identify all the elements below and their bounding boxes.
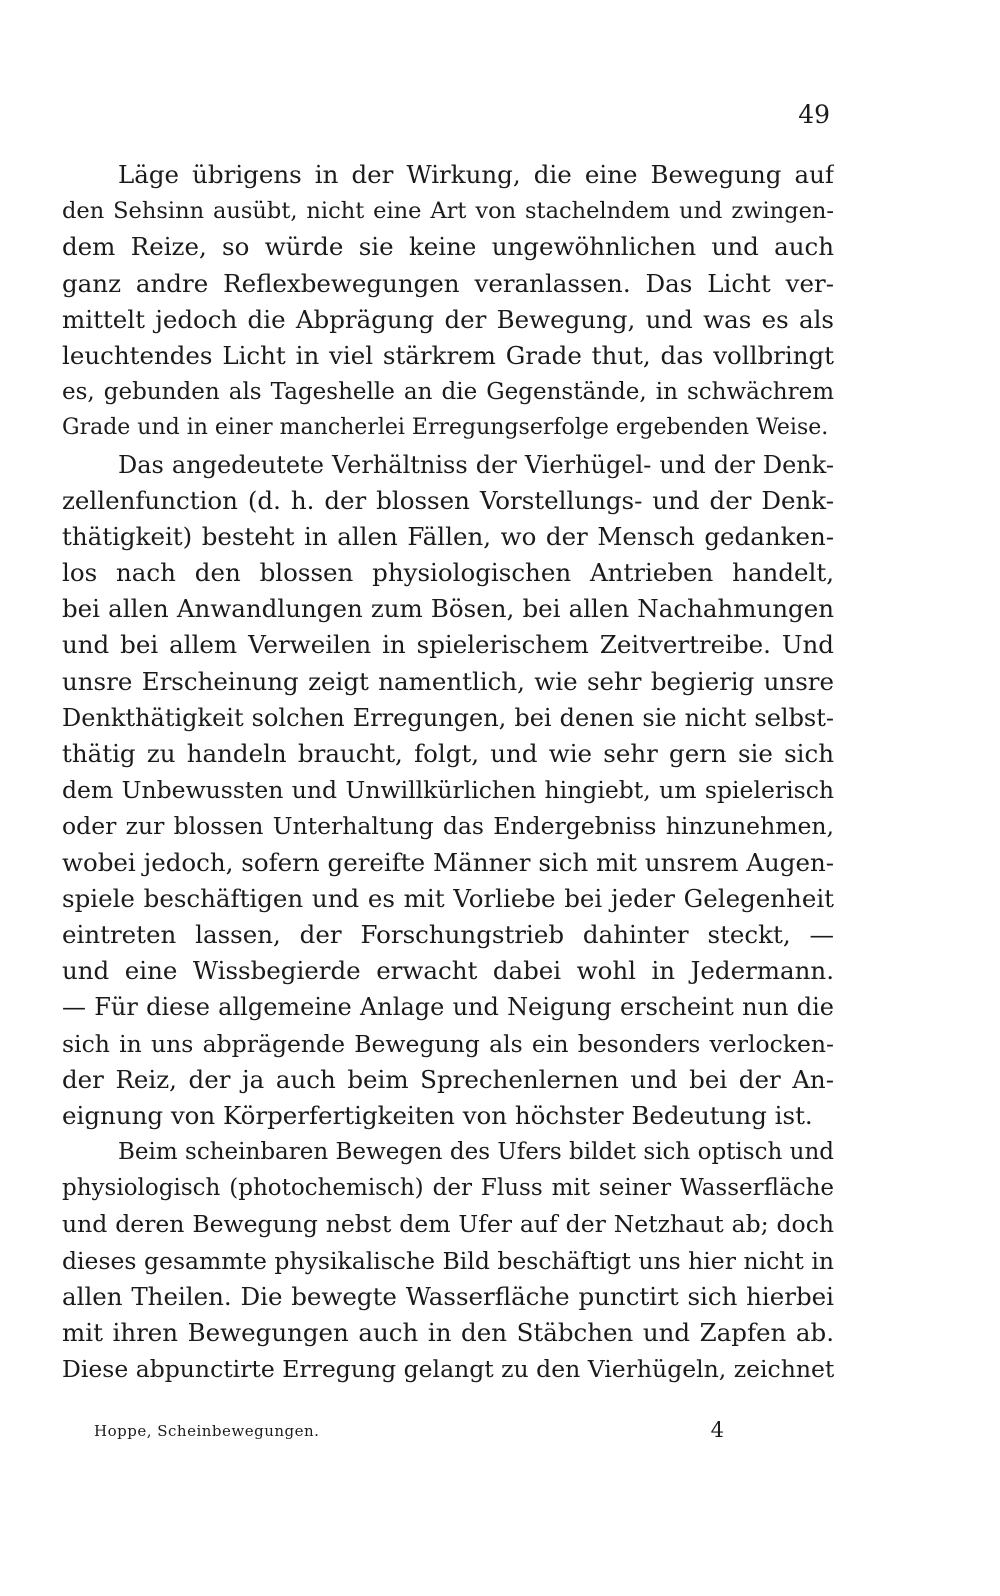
text-line: Denkthätigkeit solchen Erregungen, bei denen sie nicht selbst- bbox=[62, 703, 834, 732]
page-footer bbox=[94, 1418, 724, 1448]
body-text bbox=[62, 157, 834, 1387]
text-line: dieses gesammte physikalische Bild beschäftigt uns hier nicht in bbox=[62, 1246, 834, 1275]
text-line: los nach den blossen physiologischen Antrieben handelt, bbox=[62, 558, 834, 588]
sheet-number: 4 bbox=[710, 1418, 724, 1442]
page-number: 49 bbox=[798, 100, 830, 129]
text-line: eignung von Körperfertigkeiten von höchster Bedeutung ist. bbox=[62, 1100, 813, 1130]
text-line: es, gebunden als Tageshelle an die Gegenstände, in schwächrem bbox=[62, 379, 834, 406]
text-line: unsre Erscheinung zeigt namentlich, wie sehr begierig unsre bbox=[62, 666, 834, 696]
text-line: Diese abpunctirte Erregung gelangt zu den Vierhügeln, zeichnet bbox=[62, 1355, 834, 1384]
text-line: spiele beschäftigen und es mit Vorliebe bei jeder Gelegenheit bbox=[62, 883, 834, 913]
text-line: zellenfunction (d. h. der blossen Vorstellungs- und der Denk- bbox=[62, 485, 834, 515]
text-line: der Reiz, der ja auch beim Sprechenlernen und bei der An- bbox=[62, 1064, 834, 1094]
text-line: Das angedeutete Verhältniss der Vierhügel- und der Denk- bbox=[118, 450, 834, 479]
text-line: mittelt jedoch die Abprägung der Bewegung, und was es als bbox=[62, 304, 834, 334]
text-line: thätigkeit) besteht in allen Fällen, wo der Mensch gedanken- bbox=[62, 521, 834, 551]
text-line: physiologisch (photochemisch) der Fluss mit seiner Wasserfläche bbox=[62, 1175, 834, 1202]
text-line: und bei allem Verweilen in spielerischem Zeitvertreibe. Und bbox=[62, 630, 834, 660]
text-line: dem Reize, so würde sie keine ungewöhnlichen und auch bbox=[62, 232, 834, 262]
text-line: allen Theilen. Die bewegte Wasserfläche punctirt sich hierbei bbox=[62, 1281, 834, 1311]
text-line: und eine Wissbegierde erwacht dabei wohl in Jedermann. bbox=[62, 956, 834, 986]
text-line: eintreten lassen, der Forschungstrieb dahinter steckt, — bbox=[62, 919, 834, 949]
text-line: Läge übrigens in der Wirkung, die eine Bewegung auf bbox=[118, 160, 834, 189]
text-line: den Sehsinn ausübt, nicht eine Art von stachelndem und zwingen- bbox=[62, 198, 834, 225]
text-line: und deren Bewegung nebst dem Ufer auf der Netzhaut ab; doch bbox=[62, 1210, 834, 1239]
text-line: leuchtendes Licht in viel stärkrem Grade thut, das vollbringt bbox=[62, 340, 834, 370]
text-line: — Für diese allgemeine Anlage und Neigung erscheint nun die bbox=[62, 993, 834, 1022]
text-line: wobei jedoch, sofern gereifte Männer sich mit unsrem Augen- bbox=[62, 847, 834, 877]
text-line: bei allen Anwandlungen zum Bösen, bei allen Nachahmungen bbox=[62, 594, 834, 624]
signature-mark: Hoppe, Scheinbewegungen. bbox=[94, 1422, 320, 1440]
text-line: sich in uns abprägende Bewegung als ein besonders verlocken- bbox=[62, 1029, 834, 1058]
text-line: dem Unbewussten und Unwillkürlichen hingiebt, um spielerisch bbox=[62, 776, 834, 805]
text-line: mit ihren Bewegungen auch in den Stäbchen und Zapfen ab. bbox=[62, 1318, 834, 1347]
text-line: oder zur blossen Unterhaltung das Endergebniss hinzunehmen, bbox=[62, 812, 834, 841]
text-line: ganz andre Reflexbewegungen veranlassen. Das Licht ver- bbox=[62, 268, 834, 298]
text-line: Grade und in einer mancherlei Erregungserfolge ergebenden Weise. bbox=[62, 415, 829, 441]
text-line: Beim scheinbaren Bewegen des Ufers bildet sich optisch und bbox=[118, 1139, 834, 1166]
text-line: thätig zu handeln braucht, folgt, und wie sehr gern sie sich bbox=[62, 739, 834, 768]
